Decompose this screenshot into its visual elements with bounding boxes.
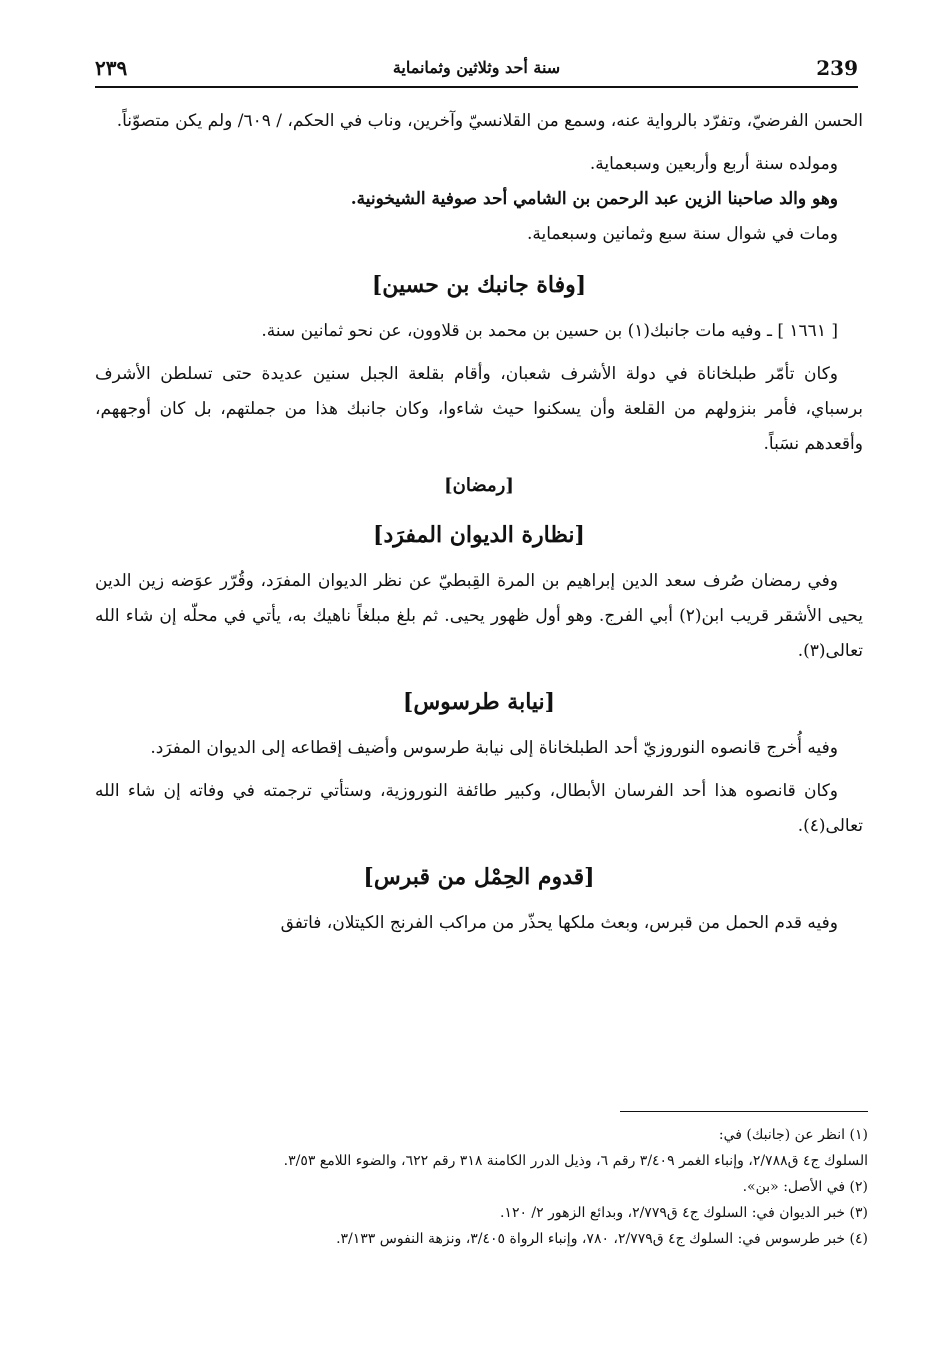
paragraph: وكان تأمّر طبلخاناة في دولة الأشرف شعبان، وأقام بقلعة الجبل سنين عديدة حتى تسلطن الأشرف برسباي، فأمر بنزولهم من القلعة وأن يسكنوا حيث شاءوا، وكان جانبك هذا من جملتهم، بل كان أوجههم، وأقعدهم نسَباً. bbox=[95, 364, 863, 454]
paragraph: وفيه أُخرج قانصوه النوروزيّ أحد الطبلخاناة إلى نيابة طرسوس وأضيف إقطاعه إلى الديوان المفرَد. bbox=[150, 738, 838, 758]
paragraph-bold: وهو والد صاحبنا الزين عبد الرحمن بن الشامي أحد صوفية الشيخونية. bbox=[350, 189, 838, 209]
footnote: السلوك ج٤ ق٢/٧٨٨، وإنباء الغمر ٣/٤٠٩ رقم ٦، وذيل الدرر الكامنة ٣١٨ رقم ٦٢٢، والضوء اللامع ٣/٥٣. bbox=[283, 1153, 868, 1169]
footnote: (٢) في الأصل: «بن». bbox=[742, 1179, 868, 1195]
footnote-divider bbox=[620, 1111, 868, 1112]
paragraph: وفيه قدم الحمل من قبرس، وبعث ملكها يحذّر من مراكب الفرنج الكيتلان، فاتفق bbox=[280, 913, 838, 933]
section-heading: [قدوم الحِمْل من قبرس] bbox=[363, 864, 595, 890]
footnote: (٣) خبر الديوان في: السلوك ج٤ ق٢/٧٧٩، وبدائع الزهور ٢/ ١٢٠. bbox=[499, 1205, 868, 1221]
footnote: (٤) خبر طرسوس في: السلوك ج٤ ق٢/٧٧٩، ٧٨٠، وإنباء الرواة ٣/٤٠٥، ونزهة النفوس ٣/١٣٣. bbox=[336, 1231, 868, 1247]
paragraph: ومات في شوال سنة سبع وثمانين وسبعماية. bbox=[526, 224, 838, 244]
paragraph: وكان قانصوه هذا أحد الفرسان الأبطال، وكبير طائفة النوروزية، وستأتي ترجمته في وفاته إن شاء الله تعالى(٤). bbox=[95, 781, 863, 836]
footnote: (١) انظر عن (جانبك) في: bbox=[718, 1127, 868, 1143]
paragraph: ومولده سنة أربع وأربعين وسبعماية. bbox=[589, 154, 838, 174]
paragraph: الحسن الفرضيّ، وتفرّد بالرواية عنه، وسمع من القلانسيّ وآخرين، وناب في الحكم، / ٦٠٩/ ولم يكن متصوّناً. bbox=[116, 111, 863, 131]
page-number-latin: 239 bbox=[816, 56, 858, 80]
section-heading: [وفاة جانبك بن حسين] bbox=[371, 272, 587, 298]
section-heading: [نظارة الديوان المفرَد] bbox=[373, 522, 585, 548]
running-title: سنة أحد وثلاثين وثمانماية bbox=[392, 58, 561, 77]
paragraph: [ ١٦٦١ ] ـ وفيه مات جانبك(١) بن حسين بن محمد بن قلاوون، عن نحو ثمانين سنة. bbox=[261, 321, 838, 341]
month-heading: [رمضان] bbox=[444, 475, 514, 496]
section-heading: [نيابة طرسوس] bbox=[402, 689, 556, 715]
main-text bbox=[95, 104, 863, 949]
page-header bbox=[95, 52, 858, 88]
paragraph: وفي رمضان صُرف سعد الدين إبراهيم بن المرة القِبطيّ عن نظر الديوان المفرَد، وقُرّر عوَضه زين الدين يحيى الأشقر قريب ابن(٢) أبي الفرج. وهو أول ظهور يحيى. ثم بلغ مبلغاً ناهيك به، يأتي في محلّه إن شاء الله تعالى(٣). bbox=[95, 571, 863, 661]
footnotes bbox=[95, 1122, 868, 1252]
page-number-arabic: ٢٣٩ bbox=[95, 56, 128, 80]
